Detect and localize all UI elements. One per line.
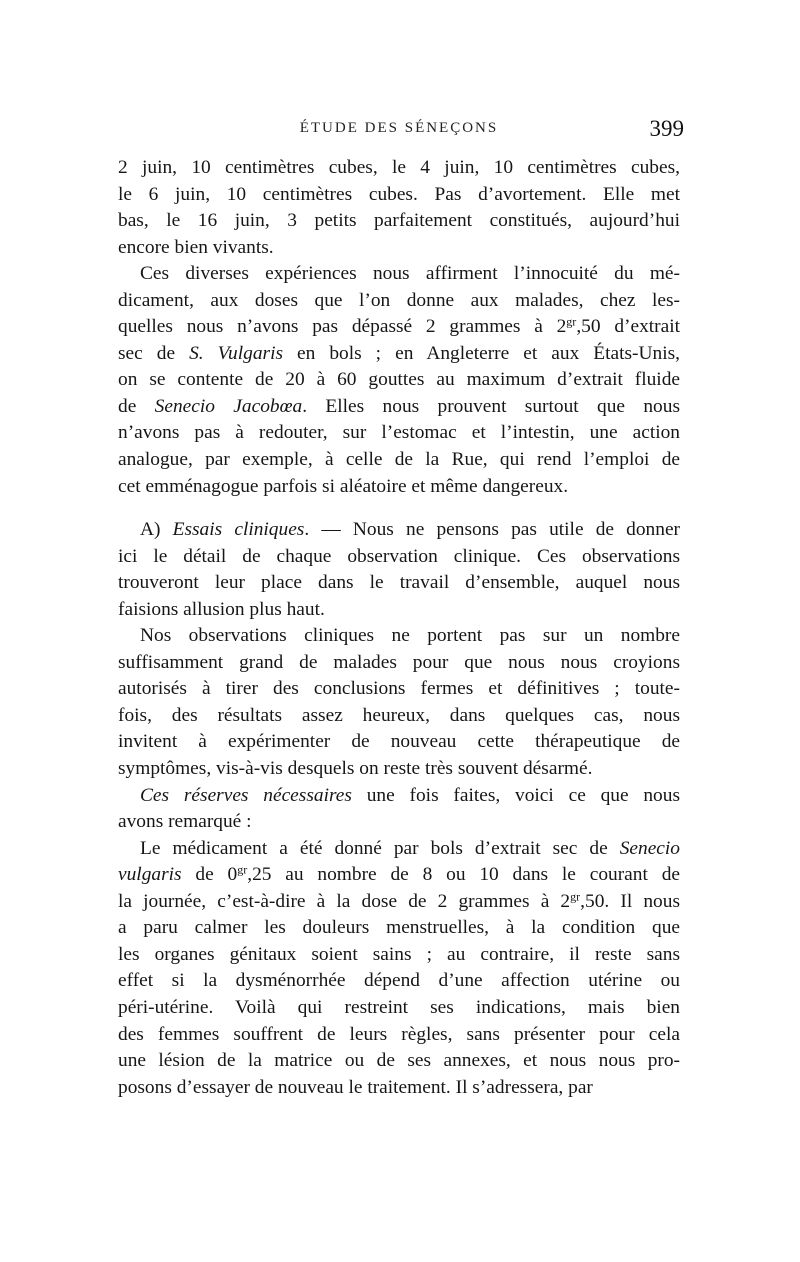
text-line: de Senecio Jacobœa. Elles nous prouvent surtout que nous	[118, 395, 680, 417]
text-line: analogue, par exemple, à celle de la Rue, qui rend l’emploi de	[118, 449, 680, 471]
text-line: symptômes, vis-à-vis desquels on reste très souvent désarmé.	[118, 758, 593, 780]
text-line: sec de S. Vulgaris en bols ; en Angleterre et aux États-Unis,	[118, 342, 680, 364]
page-number: 399	[649, 116, 684, 141]
text-line: les organes génitaux soient sains ; au contraire, il reste sans	[118, 943, 680, 965]
text-line: trouveront leur place dans le travail d’ensemble, auquel nous	[118, 572, 680, 594]
running-head	[118, 116, 684, 146]
text-line: dicament, aux doses que l’on donne aux malades, chez les-	[118, 289, 680, 311]
text-line: encore bien vivants.	[118, 236, 274, 258]
paragraph-gap	[118, 500, 680, 517]
text-line: A) Essais cliniques. — Nous ne pensons pas utile de donner	[140, 519, 680, 541]
text-line: faisions allusion plus haut.	[118, 598, 325, 620]
text-line: Ces réserves nécessaires une fois faites, voici ce que nous	[140, 784, 680, 806]
text-line: le 6 juin, 10 centimètres cubes. Pas d’avortement. Elle met	[118, 183, 680, 205]
text-line: posons d’essayer de nouveau le traitement. Il s’adressera, par	[118, 1076, 593, 1098]
text-line: n’avons pas à redouter, sur l’estomac et l’intestin, une action	[118, 422, 680, 444]
text-line: bas, le 16 juin, 3 petits parfaitement constitués, aujourd’hui	[118, 210, 680, 232]
text-line: Le médicament a été donné par bols d’extrait sec de Senecio	[140, 837, 680, 859]
text-line: avons remarqué :	[118, 811, 252, 833]
text-line: quelles nous n’avons pas dépassé 2 grammes à $2^{gr},50$ d’extrait	[118, 314, 680, 338]
text-line: suffisamment grand de malades pour que nous nous croyions	[118, 651, 680, 673]
text-line: invitent à expérimenter de nouveau cette thérapeutique de	[118, 731, 680, 753]
text-line: la journée, c’est-à-dire à la dose de 2 grammes à $2^{gr},50$. Il nous	[118, 889, 680, 912]
text-line: autorisés à tirer des conclusions fermes et définitives ; toute-	[118, 678, 680, 700]
text-line: fois, des résultats assez heureux, dans quelques cas, nous	[118, 704, 680, 726]
text-line: vulgaris de $0^{gr},25$ au nombre de 8 ou 10 dans le courant de	[118, 862, 680, 886]
text-line: péri-utérine. Voilà qui restreint ses indications, mais bien	[118, 996, 680, 1018]
text-line: des femmes souffrent de leurs règles, sans présenter pour cela	[118, 1023, 680, 1045]
body-text	[118, 155, 680, 1101]
text-line: Ces diverses expériences nous affirment l’innocuité du mé-	[140, 263, 680, 285]
running-head-title: ÉTUDE DES SÉNEÇONS	[299, 120, 499, 136]
text-line: Nos observations cliniques ne portent pas sur un nombre	[140, 625, 680, 647]
text-line: ici le détail de chaque observation clinique. Ces observations	[118, 545, 680, 567]
text-line: une lésion de la matrice ou de ses annexes, et nous nous pro-	[118, 1050, 680, 1072]
text-line: on se contente de 20 à 60 gouttes au maximum d’extrait fluide	[118, 369, 680, 391]
text-line: cet emménagogue parfois si aléatoire et même dangereux.	[118, 475, 569, 497]
text-line: effet si la dysménorrhée dépend d’une affection utérine ou	[118, 970, 680, 992]
text-line: 2 juin, 10 centimètres cubes, le 4 juin, 10 centimètres cubes,	[118, 157, 680, 178]
text-line: a paru calmer les douleurs menstruelles, à la condition que	[118, 917, 680, 939]
